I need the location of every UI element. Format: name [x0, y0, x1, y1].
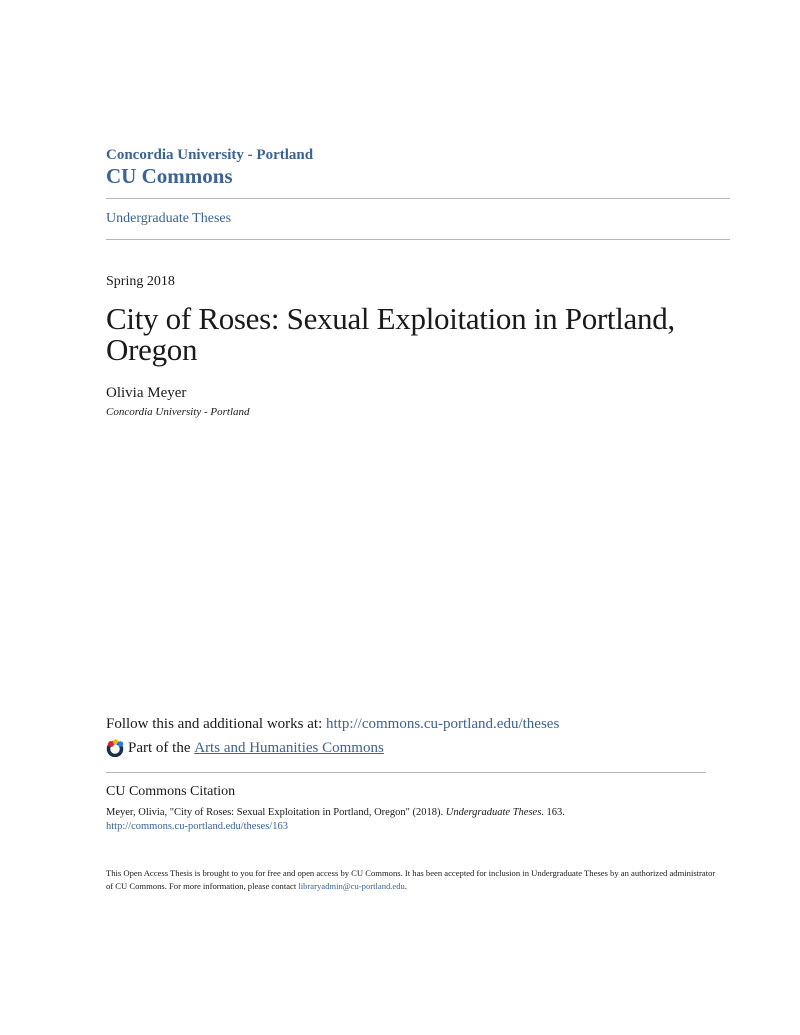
citation-rule — [106, 772, 706, 773]
publication-date: Spring 2018 — [106, 274, 175, 289]
part-of-label: Part of the — [128, 740, 195, 756]
follow-url-link[interactable]: http://commons.cu-portland.edu/theses — [325, 716, 560, 732]
institution-name[interactable]: Concordia University - Portland — [106, 147, 314, 163]
contact-email-link[interactable]: libraryadmin@cu-portland.edu — [298, 881, 405, 891]
citation-url-link[interactable]: http://commons.cu-portland.edu/theses/163 — [106, 821, 288, 832]
work-title: City of Roses: Sexual Exploitation in Portland, Oregon — [106, 301, 675, 367]
discipline-link[interactable]: Arts and Humanities Commons — [194, 740, 384, 756]
citation-text-after: . 163. — [541, 807, 565, 818]
part-of-line — [106, 738, 384, 758]
citation-text-before: Meyer, Olivia, "City of Roses: Sexual Exploitation in Portland, Oregon" (2018). — [106, 807, 446, 818]
notice-end: . — [404, 881, 408, 891]
repository-name[interactable]: CU Commons — [106, 164, 233, 188]
series-rule — [106, 239, 730, 240]
access-notice — [106, 867, 716, 893]
citation-series: Undergraduate Theses — [445, 807, 542, 818]
citation-heading: CU Commons Citation — [106, 784, 236, 799]
author-affiliation: Concordia University - Portland — [106, 406, 250, 418]
header-rule — [106, 198, 730, 199]
follow-line — [106, 715, 559, 734]
notice-text: This Open Access Thesis is brought to you for free and open access by CU Commons. It has been accepted for inclusion in Undergraduate Theses by an authorized administrator of CU Commons. For more information, please contact — [106, 868, 716, 891]
citation-text — [106, 806, 565, 820]
series-link[interactable]: Undergraduate Theses — [106, 211, 232, 226]
author-name: Olivia Meyer — [106, 385, 187, 401]
follow-label: Follow this and additional works at: — [106, 716, 326, 732]
network-icon — [106, 739, 126, 757]
